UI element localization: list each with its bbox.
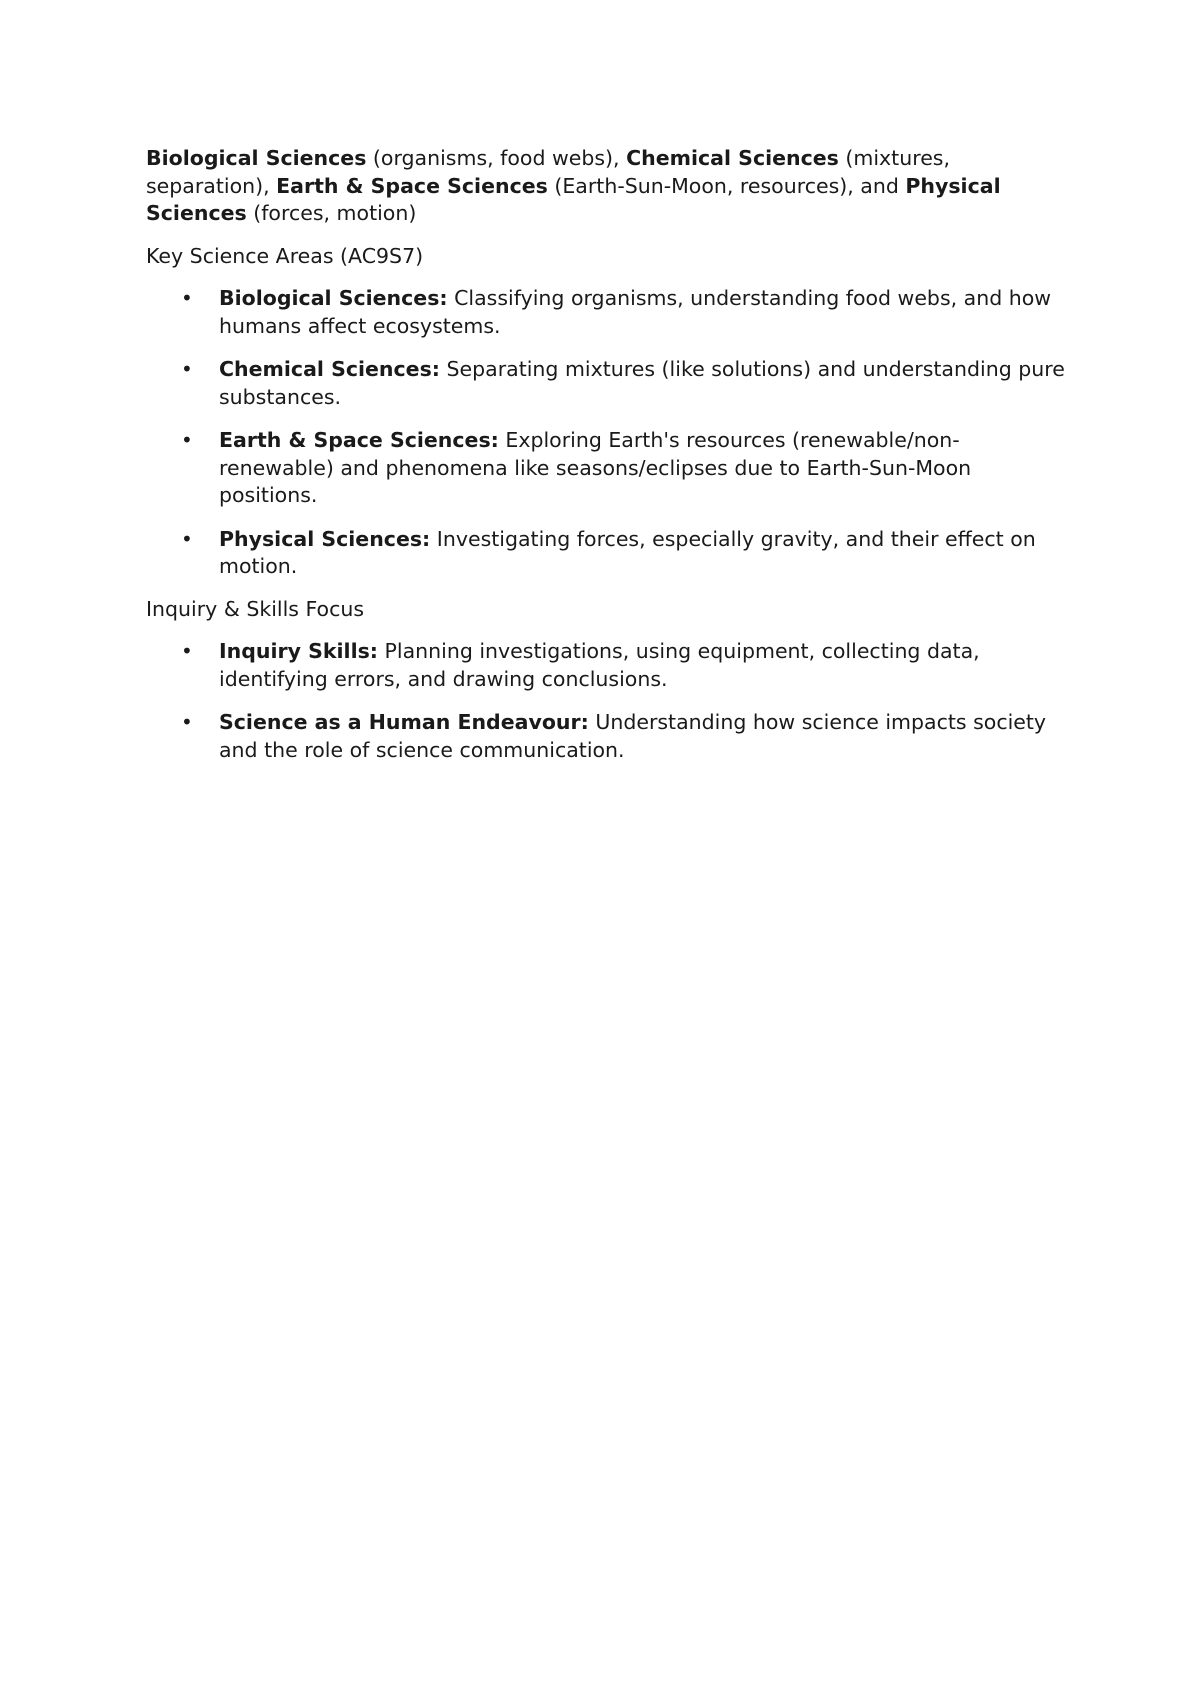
list-item-term: Physical Sciences: [219, 526, 431, 551]
key-areas-heading: Key Science Areas (AC9S7) [146, 243, 424, 268]
inquiry-heading: Inquiry & Skills Focus [146, 596, 365, 621]
list-item [146, 638, 1066, 693]
list-item-term: Chemical Sciences: [219, 357, 440, 381]
key-areas-list [146, 285, 1066, 581]
intro-term-chemical: Chemical Sciences [626, 146, 839, 170]
bullet-icon: • [181, 286, 193, 310]
list-item-text: Classifying organisms, understanding food webs, and how humans affect ecosystems. [219, 286, 1052, 338]
list-item-term: Earth & Space Sciences: [219, 428, 499, 452]
list-item-term: Biological Sciences: [219, 286, 448, 310]
bullet-icon: • [181, 428, 193, 452]
inquiry-list [146, 638, 1066, 764]
list-item-text: Understanding how science impacts society and the role of science communication. [219, 710, 1047, 762]
intro-detail-physical: (forces, motion) [246, 201, 417, 225]
list-item [146, 427, 1066, 510]
list-item [146, 709, 1066, 764]
list-item [146, 285, 1066, 340]
list-item-text: Investigating forces, especially gravity, and their effect on motion. [219, 526, 1036, 578]
intro-detail-earth-space: (Earth-Sun-Moon, resources), and [547, 173, 906, 198]
list-item [146, 526, 1066, 581]
intro-term-earth-space: Earth & Space Sciences [276, 173, 548, 198]
bullet-icon: • [181, 639, 193, 663]
list-item-term: Science as a Human Endeavour: [219, 710, 589, 734]
list-item-text: Exploring Earth's resources (renewable/non-renewable) and phenomena like seasons/eclipses due to Earth-Sun-Moon positions. [219, 428, 972, 507]
list-item [146, 356, 1066, 411]
bullet-icon: • [181, 710, 193, 734]
bullet-icon: • [181, 357, 193, 381]
intro-detail-chemical: (mixtures, separation), [146, 146, 951, 198]
list-item-text: Separating mixtures (like solutions) and understanding pure substances. [219, 357, 1065, 409]
intro-term-physical: Physical Sciences [146, 173, 1001, 225]
list-item-term: Inquiry Skills: [219, 639, 379, 663]
intro-term-biological: Biological Sciences [146, 146, 367, 170]
intro-detail-biological: (organisms, food webs), [366, 146, 627, 170]
bullet-icon: • [181, 526, 193, 551]
intro-paragraph [146, 145, 1066, 228]
document-body [146, 145, 1066, 779]
list-item-text: Planning investigations, using equipment, collecting data, identifying errors, and drawing conclusions. [219, 639, 980, 691]
